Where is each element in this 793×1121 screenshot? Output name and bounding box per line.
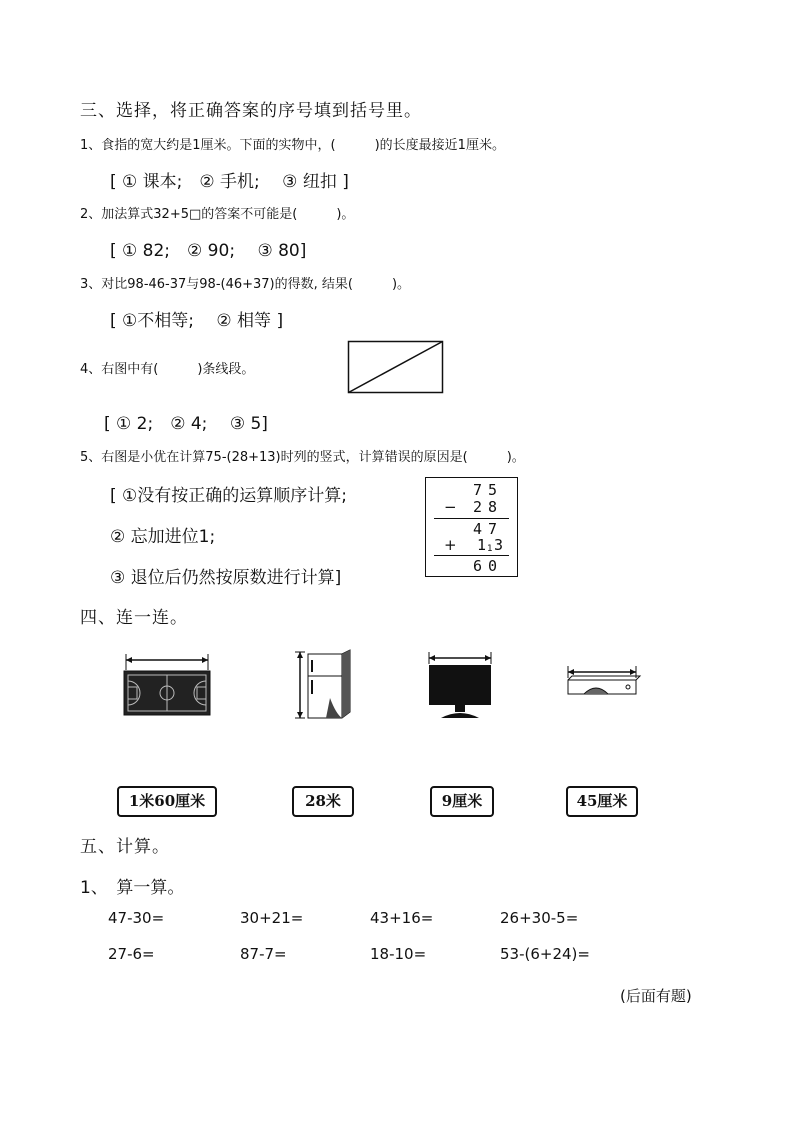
- calc-subheading: 1、 算一算。: [80, 878, 185, 898]
- vertical-row-3: 47: [472, 520, 503, 538]
- question-5-option-1: [ ①没有按正确的运算顺序计算;: [110, 486, 348, 506]
- calc-item: 43+16=: [370, 909, 434, 927]
- carry-digit: 1: [487, 544, 493, 554]
- label-9cm: 9厘米: [430, 786, 494, 817]
- vertical-row-4-ones: 3: [494, 536, 504, 554]
- calc-item: 18-10=: [370, 945, 427, 963]
- refrigerator-picture: [292, 648, 354, 722]
- label-45cm: 45厘米: [566, 786, 638, 817]
- question-2: 2、加法算式32+5□的答案不可能是( )。: [80, 207, 355, 222]
- calc-item: 47-30=: [108, 909, 165, 927]
- question-2-options: [ ① 82; ② 90; ③ 80]: [110, 241, 307, 261]
- question-1-options: [ ① 课本; ② 手机; ③ 纽扣 ]: [110, 172, 349, 192]
- label-1m60cm: 1米60厘米: [117, 786, 217, 817]
- vertical-line-1: [434, 518, 509, 519]
- vertical-calculation: [425, 477, 518, 577]
- calc-item: 26+30-5=: [500, 909, 579, 927]
- vertical-row-4-tens: 1: [477, 536, 487, 554]
- section4-title: 四、连一连。: [80, 608, 188, 628]
- basketball-court-picture: [120, 650, 212, 718]
- footer-note: (后面有题): [620, 987, 692, 1005]
- vertical-row-5: 60: [472, 557, 503, 575]
- question-4: 4、右图中有( )条线段。: [80, 362, 255, 377]
- ruler-box-picture: [562, 664, 642, 700]
- minus-sign: −: [444, 498, 457, 516]
- question-5-option-2: ② 忘加进位1;: [110, 527, 216, 547]
- question-3: 3、对比98-46-37与98-(46+37)的得数, 结果( )。: [80, 277, 411, 292]
- question-1: 1、食指的宽大约是1厘米。下面的实物中，( )的长度最接近1厘米。: [80, 138, 505, 153]
- calc-item: 87-7=: [240, 945, 287, 963]
- label-28m: 28米: [292, 786, 354, 817]
- rectangle-diagonal-figure: [347, 340, 445, 394]
- vertical-line-2: [434, 555, 509, 556]
- calc-item: 53-(6+24)=: [500, 945, 590, 963]
- vertical-row-1: 75: [472, 481, 503, 499]
- section3-title: 三、选择，将正确答案的序号填到括号里。: [80, 101, 422, 121]
- monitor-picture: [425, 650, 495, 722]
- section5-title: 五、计算。: [80, 837, 170, 857]
- question-5: 5、右图是小优在计算75-(28+13)时列的竖式，计算错误的原因是( )。: [80, 450, 525, 465]
- question-3-options: [ ①不相等; ② 相等 ]: [110, 311, 284, 331]
- plus-sign: +: [444, 536, 457, 554]
- question-5-option-3: ③ 退位后仍然按原数进行计算]: [110, 568, 342, 588]
- vertical-row-2: 28: [472, 498, 503, 516]
- calc-item: 30+21=: [240, 909, 304, 927]
- question-4-options: [ ① 2; ② 4; ③ 5]: [104, 414, 268, 434]
- calc-item: 27-6=: [108, 945, 155, 963]
